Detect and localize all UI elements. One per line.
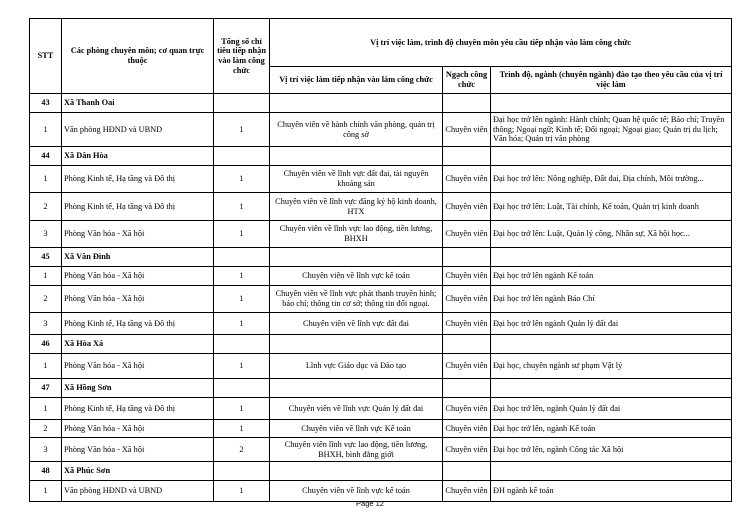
row-position: Chuyên viên lĩnh vực lao động, tiền lương, BHXH, bình đẳng giới xyxy=(270,438,443,462)
row-department: Phòng Văn hóa - Xã hội xyxy=(62,438,214,462)
row-total: 1 xyxy=(214,221,270,248)
row-stt: 3 xyxy=(30,438,62,462)
row-total: 1 xyxy=(214,113,270,147)
row-rank: Chuyên viên xyxy=(443,193,491,221)
table-row xyxy=(30,420,732,438)
row-department: Phòng Kinh tế, Hạ tầng và Đô thị xyxy=(62,166,214,193)
table-row xyxy=(30,438,732,462)
row-qualification: Đại học trở lên, ngành Công tác Xã hội xyxy=(491,438,732,462)
row-total: 1 xyxy=(214,481,270,502)
row-stt: 1 xyxy=(30,113,62,147)
section-row xyxy=(30,147,732,166)
section-row xyxy=(30,462,732,481)
row-total: 1 xyxy=(214,420,270,438)
empty-cell xyxy=(214,248,270,267)
row-rank: Chuyên viên xyxy=(443,286,491,313)
empty-cell xyxy=(491,94,732,113)
row-rank: Chuyên viên xyxy=(443,420,491,438)
row-stt: 1 xyxy=(30,398,62,420)
empty-cell xyxy=(214,94,270,113)
header-department: Các phòng chuyên môn; cơ quan trực thuộc xyxy=(62,19,214,94)
empty-cell xyxy=(443,379,491,398)
row-department: Phòng Văn hóa - Xã hội xyxy=(62,420,214,438)
empty-cell xyxy=(443,94,491,113)
row-qualification: Đại học trở lên ngành Quản lý đất đai xyxy=(491,313,732,335)
row-department: Phòng Kinh tế, Hạ tầng và Đô thị xyxy=(62,193,214,221)
row-position: Lĩnh vực Giáo dục và Đào tạo xyxy=(270,354,443,379)
empty-cell xyxy=(270,335,443,354)
row-total: 1 xyxy=(214,313,270,335)
header-group: Vị trí việc làm, trình độ chuyên môn yêu cầu tiếp nhận vào làm công chức xyxy=(270,19,732,67)
empty-cell xyxy=(270,248,443,267)
row-stt: 1 xyxy=(30,481,62,502)
row-stt: 2 xyxy=(30,193,62,221)
section-name: Xã Dân Hòa xyxy=(62,147,214,166)
header-position: Vị trí việc làm tiếp nhận vào làm công chức xyxy=(270,67,443,94)
empty-cell xyxy=(491,248,732,267)
table-row xyxy=(30,193,732,221)
table-row xyxy=(30,354,732,379)
row-rank: Chuyên viên xyxy=(443,267,491,286)
page-number: Page 12 xyxy=(356,499,384,508)
empty-cell xyxy=(270,462,443,481)
row-total: 1 xyxy=(214,398,270,420)
row-qualification: Đại học trở lên: Nông nghiệp, Đất đai, Địa chính, Môi trường... xyxy=(491,166,732,193)
row-department: Phòng Văn hóa - Xã hội xyxy=(62,221,214,248)
row-rank: Chuyên viên xyxy=(443,354,491,379)
header-qualification: Trình độ, ngành (chuyên ngành) đào tạo theo yêu cầu của vị trí việc làm xyxy=(491,67,732,94)
section-name: Xã Hồng Sơn xyxy=(62,379,214,398)
empty-cell xyxy=(491,462,732,481)
row-qualification: Đại học trở lên ngành Kế toán xyxy=(491,267,732,286)
row-stt: 3 xyxy=(30,221,62,248)
row-qualification: Đại học trở lên ngành: Hành chính; Quan hệ quốc tế; Báo chí; Truyền thông; Ngoại ngữ; Kinh tế; Đối ngoại; Ngoại giao; Quản trị du lịch; Văn hóa; Quản trị văn phòng xyxy=(491,113,732,147)
row-qualification: Đại học trở lên: Luật, Tài chính, Kế toán, Quản trị kinh doanh xyxy=(491,193,732,221)
header-rank: Ngạch công chức xyxy=(443,67,491,94)
empty-cell xyxy=(443,335,491,354)
empty-cell xyxy=(270,147,443,166)
empty-cell xyxy=(443,147,491,166)
row-position: Chuyên viên về lĩnh vực Quản lý đất đai xyxy=(270,398,443,420)
recruitment-table xyxy=(29,18,732,502)
table-body xyxy=(30,94,732,502)
section-stt: 43 xyxy=(30,94,62,113)
row-qualification: Đại học, chuyên ngành sư phạm Vật lý xyxy=(491,354,732,379)
empty-cell xyxy=(214,147,270,166)
header-total: Tổng số chỉ tiêu tiếp nhận vào làm công chức xyxy=(214,19,270,94)
section-stt: 48 xyxy=(30,462,62,481)
empty-cell xyxy=(491,147,732,166)
table-row xyxy=(30,166,732,193)
section-name: Xã Vân Đình xyxy=(62,248,214,267)
row-position: Chuyên viên về lĩnh vực Kế toán xyxy=(270,420,443,438)
row-qualification: Đại học trở lên: Luật, Quản lý công, Nhân sự, Xã hội học... xyxy=(491,221,732,248)
row-total: 1 xyxy=(214,267,270,286)
empty-cell xyxy=(214,462,270,481)
row-stt: 1 xyxy=(30,267,62,286)
row-rank: Chuyên viên xyxy=(443,113,491,147)
section-name: Xã Hòa Xá xyxy=(62,335,214,354)
section-row xyxy=(30,94,732,113)
section-row xyxy=(30,248,732,267)
empty-cell xyxy=(270,379,443,398)
section-stt: 46 xyxy=(30,335,62,354)
row-rank: Chuyên viên xyxy=(443,166,491,193)
row-rank: Chuyên viên xyxy=(443,398,491,420)
row-department: Văn phòng HĐND và UBND xyxy=(62,481,214,502)
row-position: Chuyên viên về lĩnh vực đăng ký hộ kinh doanh, HTX xyxy=(270,193,443,221)
row-qualification: ĐH ngành kế toán xyxy=(491,481,732,502)
row-position: Chuyên viên về lĩnh vực đất đai xyxy=(270,313,443,335)
empty-cell xyxy=(491,379,732,398)
row-position: Chuyên viên về lĩnh vực phát thanh truyền hình; báo chí; thông tin cơ sở; thông tin đối ngoại. xyxy=(270,286,443,313)
table-row xyxy=(30,267,732,286)
row-total: 1 xyxy=(214,354,270,379)
row-department: Phòng Văn hóa - Xã hội xyxy=(62,286,214,313)
empty-cell xyxy=(270,94,443,113)
table-row xyxy=(30,221,732,248)
row-position: Chuyên viên về hành chính văn phòng, quản trị công sở xyxy=(270,113,443,147)
section-stt: 44 xyxy=(30,147,62,166)
row-rank: Chuyên viên xyxy=(443,481,491,502)
row-department: Phòng Văn hóa - Xã hội xyxy=(62,267,214,286)
empty-cell xyxy=(214,335,270,354)
empty-cell xyxy=(443,462,491,481)
row-department: Phòng Kinh tế, Hạ tầng và Đô thị xyxy=(62,398,214,420)
section-name: Xã Thanh Oai xyxy=(62,94,214,113)
table-row xyxy=(30,313,732,335)
row-department: Văn phòng HĐND và UBND xyxy=(62,113,214,147)
header-stt: STT xyxy=(30,19,62,94)
row-position: Chuyên viên về lĩnh vực lao động, tiền lương, BHXH xyxy=(270,221,443,248)
table-row xyxy=(30,286,732,313)
row-total: 1 xyxy=(214,166,270,193)
row-stt: 1 xyxy=(30,354,62,379)
row-rank: Chuyên viên xyxy=(443,438,491,462)
row-position: Chuyên viên về lĩnh vực đất đai, tài nguyên khoáng sản xyxy=(270,166,443,193)
section-stt: 47 xyxy=(30,379,62,398)
table-row xyxy=(30,398,732,420)
table-row xyxy=(30,113,732,147)
row-position: Chuyên viên về lĩnh vực kế toán xyxy=(270,481,443,502)
section-row xyxy=(30,335,732,354)
row-stt: 2 xyxy=(30,286,62,313)
empty-cell xyxy=(214,379,270,398)
row-qualification: Đại học trở lên, ngành Kế toán xyxy=(491,420,732,438)
row-rank: Chuyên viên xyxy=(443,221,491,248)
section-row xyxy=(30,379,732,398)
empty-cell xyxy=(443,248,491,267)
row-qualification: Đại học trở lên, ngành Quản lý đất đai xyxy=(491,398,732,420)
row-total: 1 xyxy=(214,286,270,313)
section-name: Xã Phúc Sơn xyxy=(62,462,214,481)
row-department: Phòng Kinh tế, Hạ tầng và Đô thị xyxy=(62,313,214,335)
section-stt: 45 xyxy=(30,248,62,267)
row-total: 1 xyxy=(214,193,270,221)
row-stt: 1 xyxy=(30,166,62,193)
row-rank: Chuyên viên xyxy=(443,313,491,335)
row-qualification: Đại học trở lên ngành Báo Chí xyxy=(491,286,732,313)
row-stt: 3 xyxy=(30,313,62,335)
empty-cell xyxy=(491,335,732,354)
row-department: Phòng Văn hóa - Xã hội xyxy=(62,354,214,379)
row-total: 2 xyxy=(214,438,270,462)
row-stt: 2 xyxy=(30,420,62,438)
row-position: Chuyên viên về lĩnh vực kế toán xyxy=(270,267,443,286)
